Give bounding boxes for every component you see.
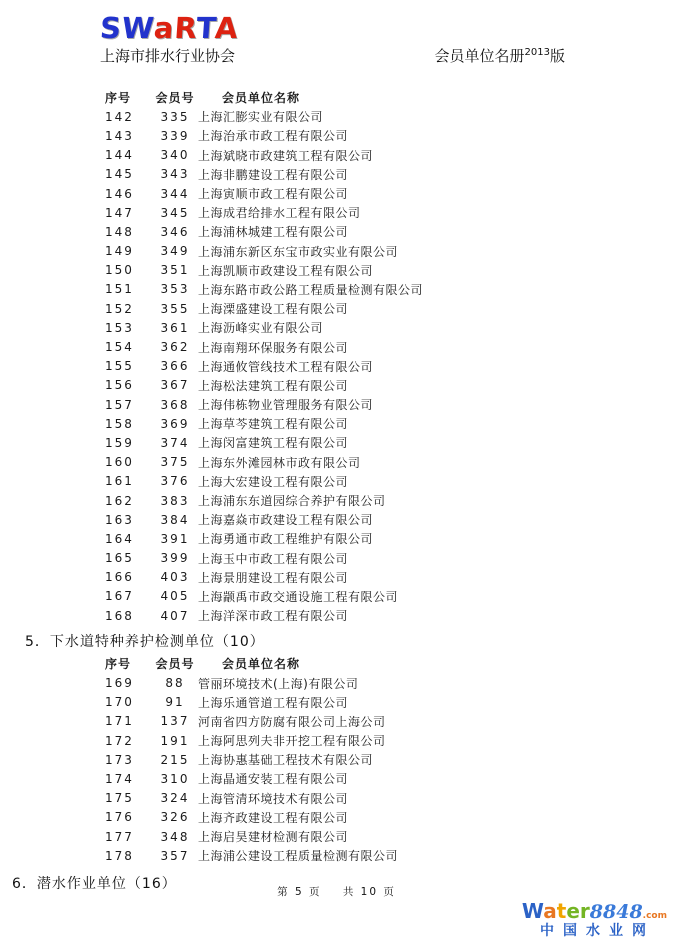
member-table-rows	[105, 107, 673, 625]
row-member-no: 326	[160, 810, 190, 825]
water8848-wordmark	[522, 900, 667, 923]
logo-letter: W	[521, 898, 544, 923]
row-member-no: 367	[160, 378, 190, 393]
row-member-no: 324	[160, 791, 190, 806]
row-company-name: 上海颛禹市政交通设施工程有限公司	[198, 589, 399, 604]
header-subtitle-row	[0, 43, 673, 66]
row-company-name: 上海通攸管线技术工程有限公司	[198, 359, 374, 374]
table-row	[105, 712, 673, 731]
swarta-logo	[98, 11, 240, 45]
row-company-name: 上海嘉焱市政建设工程有限公司	[198, 513, 374, 528]
row-member-no: 383	[160, 493, 190, 508]
row-member-no: 362	[160, 340, 190, 355]
row-serial: 165	[105, 551, 134, 566]
row-member-no: 351	[160, 263, 190, 278]
water-brand-subtitle: 中国水业网	[539, 922, 655, 939]
row-member-no: 405	[160, 589, 190, 604]
row-company-name: 上海浦公建设工程质量检测有限公司	[198, 849, 399, 864]
table-row	[105, 203, 673, 222]
table-row	[105, 357, 673, 376]
row-serial: 142	[105, 109, 134, 124]
row-company-name: 上海斌晓市政建筑工程有限公司	[198, 148, 374, 163]
table-row	[105, 789, 673, 808]
row-serial: 166	[105, 570, 134, 585]
row-member-no: 349	[160, 244, 190, 259]
row-serial: 143	[105, 128, 134, 143]
roster-title-text: 会员单位名册	[434, 47, 525, 65]
row-company-name: 河南省四方防腐有限公司上海公司	[198, 714, 386, 729]
row-serial: 153	[105, 320, 134, 335]
table-row	[105, 126, 673, 145]
row-serial: 158	[105, 416, 134, 431]
row-serial: 148	[105, 224, 134, 239]
row-company-name: 上海南翔环保服务有限公司	[198, 340, 349, 355]
row-member-no: 137	[160, 714, 190, 729]
row-company-name: 上海闵富建筑工程有限公司	[198, 436, 349, 451]
row-serial: 174	[105, 771, 134, 786]
row-member-no: 375	[160, 455, 190, 470]
row-member-no: 353	[160, 282, 190, 297]
row-serial: 150	[105, 263, 134, 278]
row-serial: 161	[105, 474, 134, 489]
table-row	[105, 146, 673, 165]
row-serial: 169	[105, 676, 134, 691]
logo-letter: R	[173, 11, 198, 45]
row-serial: 178	[105, 848, 134, 863]
row-serial: 171	[105, 714, 134, 729]
row-member-no: 335	[160, 109, 190, 124]
row-serial: 157	[105, 397, 134, 412]
row-company-name: 上海凯顺市政建设工程有限公司	[198, 263, 374, 278]
row-member-no: 343	[160, 167, 190, 182]
row-serial: 168	[105, 608, 134, 623]
logo-letter: a	[152, 11, 176, 45]
row-member-no: 310	[160, 771, 190, 786]
row-company-name: 上海齐政建设工程有限公司	[198, 810, 349, 825]
water-brand-number: 8848	[589, 900, 643, 923]
row-company-name: 上海非鹏建设工程有限公司	[198, 167, 349, 182]
row-company-name: 上海协惠基础工程技术有限公司	[198, 753, 374, 768]
row-company-name: 上海景朋建设工程有限公司	[198, 570, 349, 585]
row-member-no: 191	[160, 733, 190, 748]
row-member-no: 88	[165, 676, 185, 691]
row-serial: 172	[105, 733, 134, 748]
table-header	[105, 654, 673, 673]
logo-letter: W	[120, 11, 156, 45]
table-row	[105, 750, 673, 769]
table-row	[105, 280, 673, 299]
member-table-block-1	[0, 88, 673, 625]
roster-suffix: 版	[549, 47, 565, 65]
row-serial: 176	[105, 810, 134, 825]
member-table-block-2	[0, 654, 673, 865]
row-serial: 167	[105, 589, 134, 604]
row-serial: 147	[105, 205, 134, 220]
logo-letter: t	[556, 898, 567, 923]
table-row	[105, 769, 673, 788]
row-serial: 163	[105, 512, 134, 527]
row-serial: 173	[105, 752, 134, 767]
roster-year: 2013	[524, 47, 550, 58]
row-member-no: 368	[160, 397, 190, 412]
row-company-name: 上海浦东新区东宝市政实业有限公司	[198, 244, 399, 259]
row-company-name: 上海晶通安装工程有限公司	[198, 772, 349, 787]
row-serial: 175	[105, 791, 134, 806]
table-row	[105, 491, 673, 510]
row-member-no: 215	[160, 752, 190, 767]
row-serial: 170	[105, 695, 134, 710]
row-member-no: 366	[160, 359, 190, 374]
table-row	[105, 827, 673, 846]
column-header-serial: 序号	[105, 91, 132, 106]
row-member-no: 391	[160, 531, 190, 546]
logo-letter: T	[195, 11, 217, 45]
table-row	[105, 299, 673, 318]
table-row	[105, 510, 673, 529]
row-member-no: 339	[160, 128, 190, 143]
row-company-name: 上海东外滩园林市政有限公司	[198, 455, 361, 470]
row-company-name: 上海管清环境技术有限公司	[198, 791, 349, 806]
row-member-no: 376	[160, 474, 190, 489]
table-row	[105, 433, 673, 452]
column-header-serial: 序号	[105, 657, 132, 672]
row-member-no: 357	[160, 848, 190, 863]
row-member-no: 399	[160, 551, 190, 566]
logo-letter: e	[566, 898, 580, 923]
row-company-name: 管丽环境技术(上海)有限公司	[198, 676, 359, 691]
row-member-no: 340	[160, 148, 190, 163]
table-row	[105, 693, 673, 712]
row-serial: 151	[105, 282, 134, 297]
row-serial: 154	[105, 340, 134, 355]
table-row	[105, 529, 673, 548]
row-company-name: 上海勇通市政工程维护有限公司	[198, 532, 374, 547]
row-member-no: 355	[160, 301, 190, 316]
row-company-name: 上海草芩建筑工程有限公司	[198, 417, 349, 432]
table-row	[105, 549, 673, 568]
row-company-name: 上海阿思列夫非开挖工程有限公司	[198, 734, 386, 749]
row-member-no: 369	[160, 416, 190, 431]
row-serial: 177	[105, 829, 134, 844]
row-company-name: 上海沥峰实业有限公司	[198, 321, 324, 336]
table-row	[105, 107, 673, 126]
row-company-name: 上海浦林城建工程有限公司	[198, 225, 349, 240]
page-number-footer: 第 5 页 共 10 页	[277, 886, 396, 898]
row-company-name: 上海浦东东道园综合养护有限公司	[198, 494, 386, 509]
member-table-rows	[105, 673, 673, 865]
table-row	[105, 165, 673, 184]
logo-letter: A	[213, 11, 240, 45]
table-row	[105, 318, 673, 337]
row-member-no: 403	[160, 570, 190, 585]
section-5-title: 5．下水道特种养护检测单位（10）	[25, 634, 265, 651]
table-row	[105, 606, 673, 625]
row-serial: 164	[105, 531, 134, 546]
logo-letter: S	[98, 11, 124, 45]
row-company-name: 上海治承市政工程有限公司	[198, 129, 349, 144]
row-company-name: 上海成君给排水工程有限公司	[198, 206, 361, 221]
table-row	[105, 731, 673, 750]
row-company-name: 上海寅顺市政工程有限公司	[198, 187, 349, 202]
row-serial: 156	[105, 378, 134, 393]
table-row	[105, 395, 673, 414]
row-company-name: 上海洋深市政工程有限公司	[198, 609, 349, 624]
row-company-name: 上海玉中市政工程有限公司	[198, 551, 349, 566]
table-row	[105, 453, 673, 472]
row-company-name: 上海东路市政公路工程质量检测有限公司	[198, 282, 424, 297]
row-serial: 162	[105, 493, 134, 508]
column-header-company-name: 会员单位名称	[222, 657, 301, 672]
row-member-no: 348	[160, 829, 190, 844]
row-member-no: 345	[160, 205, 190, 220]
table-row	[105, 808, 673, 827]
row-serial: 144	[105, 148, 134, 163]
row-serial: 152	[105, 301, 134, 316]
row-member-no: 91	[165, 695, 185, 710]
page-header	[0, 0, 673, 43]
column-header-member-no: 会员号	[155, 657, 195, 672]
row-company-name: 上海启昊建材检测有限公司	[198, 830, 349, 845]
row-company-name: 上海伟栋物业管理服务有限公司	[198, 398, 374, 413]
table-header	[105, 88, 673, 107]
row-company-name: 上海乐通管道工程有限公司	[198, 695, 349, 710]
table-row	[105, 376, 673, 395]
roster-title	[435, 45, 565, 66]
row-serial: 149	[105, 244, 134, 259]
row-company-name: 上海溧盛建设工程有限公司	[198, 302, 349, 317]
water-brand-letters	[522, 899, 590, 923]
org-name: 上海市排水行业协会	[100, 47, 236, 65]
table-row	[105, 184, 673, 203]
table-row	[105, 568, 673, 587]
table-row	[105, 673, 673, 692]
row-member-no: 384	[160, 512, 190, 527]
row-company-name: 上海松法建筑工程有限公司	[198, 378, 349, 393]
row-member-no: 346	[160, 224, 190, 239]
table-row	[105, 337, 673, 356]
row-company-name: 上海汇膨实业有限公司	[198, 110, 324, 125]
table-row	[105, 846, 673, 865]
column-header-company-name: 会员单位名称	[222, 91, 301, 106]
table-row	[105, 242, 673, 261]
row-company-name: 上海大宏建设工程有限公司	[198, 474, 349, 489]
column-header-member-no: 会员号	[155, 91, 195, 106]
row-serial: 146	[105, 186, 134, 201]
row-member-no: 344	[160, 186, 190, 201]
row-serial: 160	[105, 455, 134, 470]
row-member-no: 407	[160, 608, 190, 623]
water8848-watermark	[522, 900, 667, 939]
table-row	[105, 414, 673, 433]
row-member-no: 361	[160, 320, 190, 335]
logo-letter: a	[543, 898, 557, 923]
row-serial: 145	[105, 167, 134, 182]
row-serial: 159	[105, 435, 134, 450]
table-row	[105, 222, 673, 241]
table-row	[105, 261, 673, 280]
water-brand-tld: .com	[642, 910, 667, 921]
row-member-no: 374	[160, 435, 190, 450]
row-serial: 155	[105, 359, 134, 374]
section-6-title: 6．潜水作业单位（16）	[12, 876, 177, 893]
table-row	[105, 587, 673, 606]
logo-letter: r	[579, 898, 590, 923]
table-row	[105, 472, 673, 491]
